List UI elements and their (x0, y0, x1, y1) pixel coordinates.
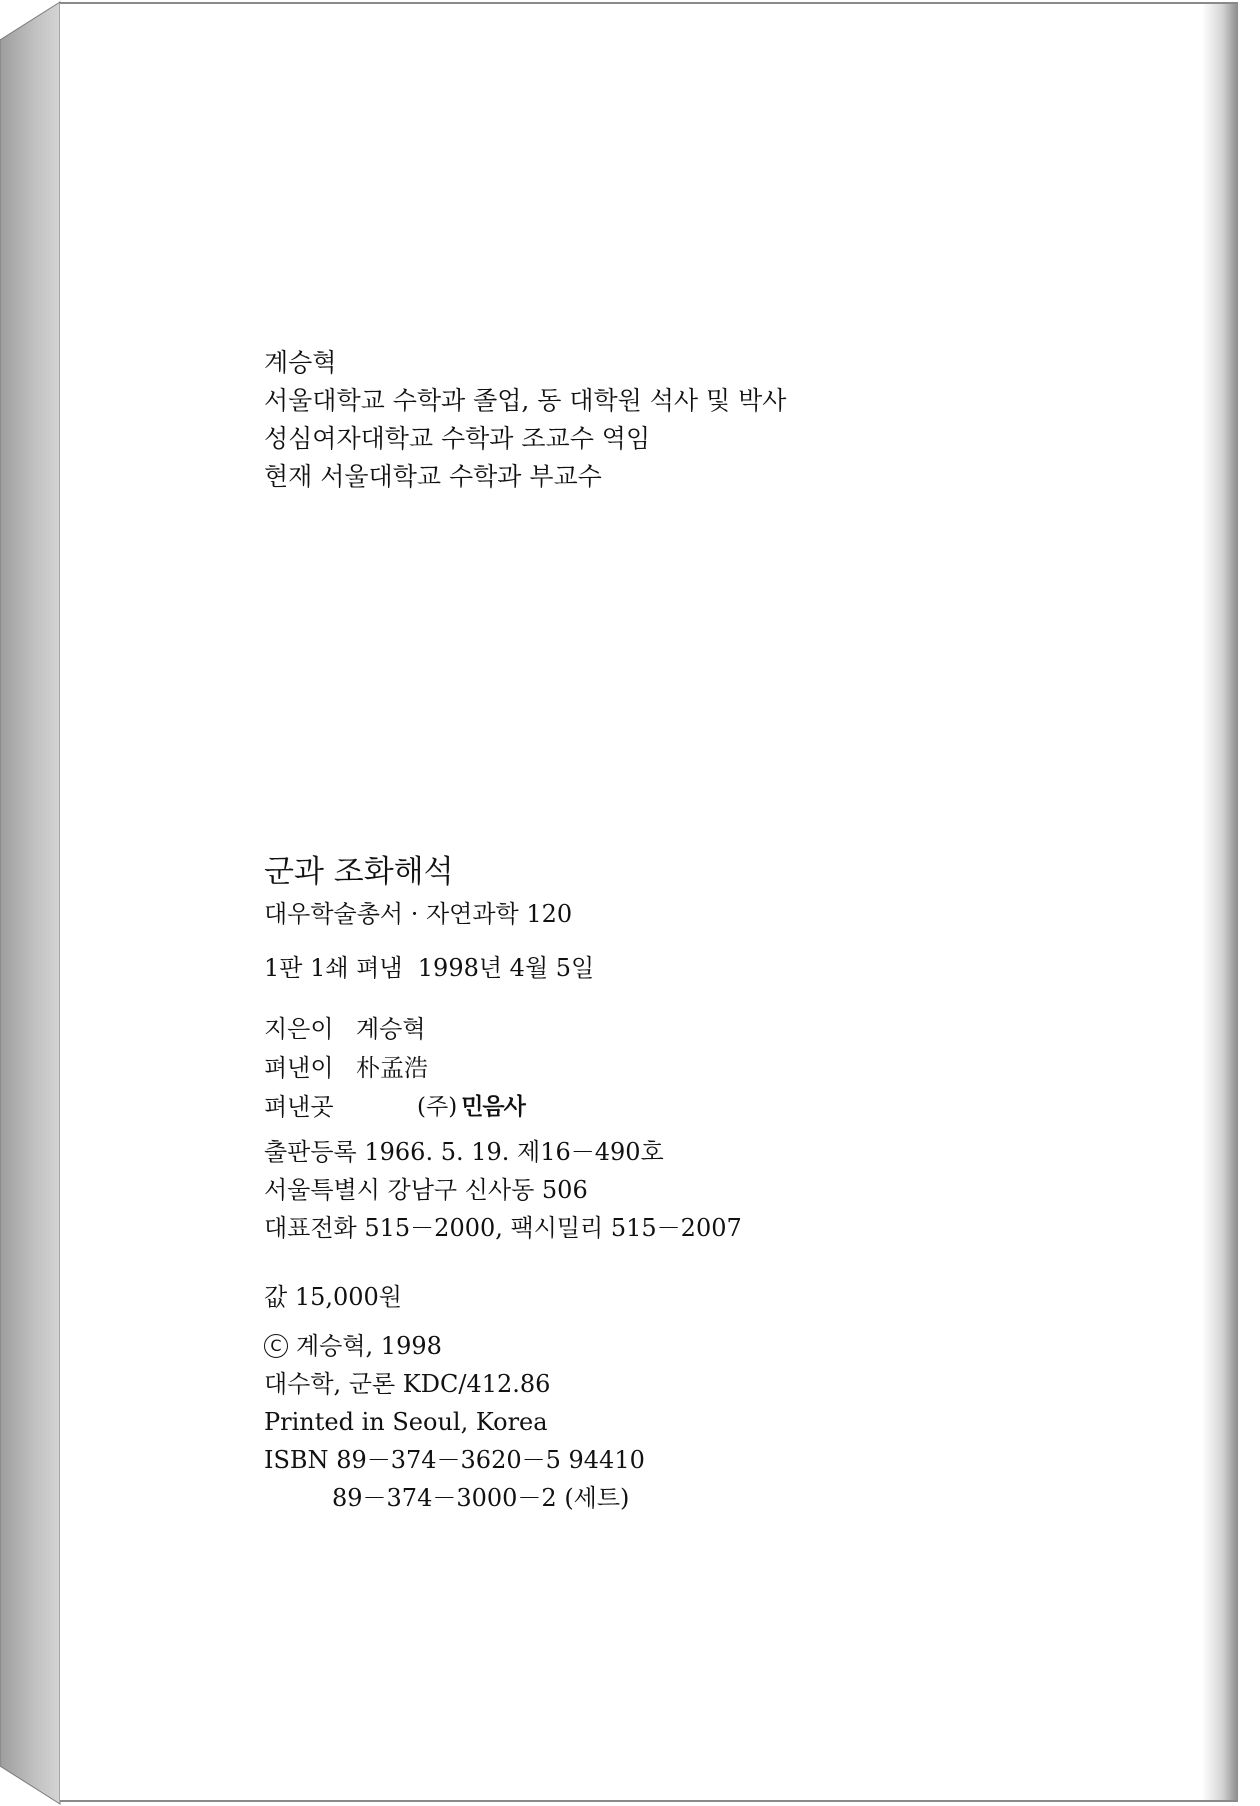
credit-row-publishing-house (264, 1085, 525, 1124)
credits (264, 1007, 525, 1124)
publisher-logo-text: 민음사 (461, 1094, 525, 1120)
copyright-text: 계승혁, 1998 (296, 1332, 442, 1360)
series-name: 대우학술총서 · 자연과학 120 (264, 900, 573, 928)
address-line: 서울특별시 강남구 신사동 506 (264, 1176, 588, 1204)
page-edge-shadow (1202, 4, 1238, 1800)
registration-line: 출판등록 1966. 5. 19. 제16－490호 (264, 1138, 664, 1166)
credit-label: 펴낸이 (264, 1054, 334, 1082)
colophon-page (60, 2, 1238, 1802)
edition-date: 1판 1쇄 펴냄 1998년 4월 5일 (264, 954, 595, 982)
credit-row-author (264, 1007, 525, 1046)
phone-line: 대표전화 515－2000, 팩시밀리 515－2007 (264, 1214, 742, 1242)
author-name: 계승혁 (264, 348, 337, 377)
copyright-icon: C (264, 1334, 288, 1358)
company-prefix: (주) (417, 1094, 458, 1120)
book-spine (0, 0, 62, 1806)
book-title: 군과 조화해석 (264, 854, 454, 890)
isbn-line: ISBN 89－374－3620－5 94410 (264, 1446, 645, 1474)
copyright-info (264, 1334, 645, 1524)
credit-label: 펴낸곳 (264, 1093, 334, 1121)
author-bio-line: 서울대학교 수학과 졸업, 동 대학원 석사 및 박사 (264, 386, 787, 415)
author-bio-line: 현재 서울대학교 수학과 부교수 (264, 462, 602, 491)
copyright-line (264, 1334, 645, 1372)
author-bio (264, 350, 786, 502)
isbn-set-line: 89－374－3000－2 (세트) (332, 1484, 630, 1512)
price: 값 15,000원 (264, 1283, 402, 1311)
credit-value: 계승혁 (356, 1015, 426, 1043)
credit-label: 지은이 (264, 1015, 334, 1043)
author-bio-line: 성심여자대학교 수학과 조교수 역임 (264, 424, 651, 453)
credit-value (356, 1060, 525, 1149)
registration-info (264, 1140, 742, 1254)
credit-value: 朴孟浩 (356, 1054, 428, 1082)
classification-line: 대수학, 군론 KDC/412.86 (264, 1370, 551, 1398)
printed-line: Printed in Seoul, Korea (264, 1408, 548, 1436)
